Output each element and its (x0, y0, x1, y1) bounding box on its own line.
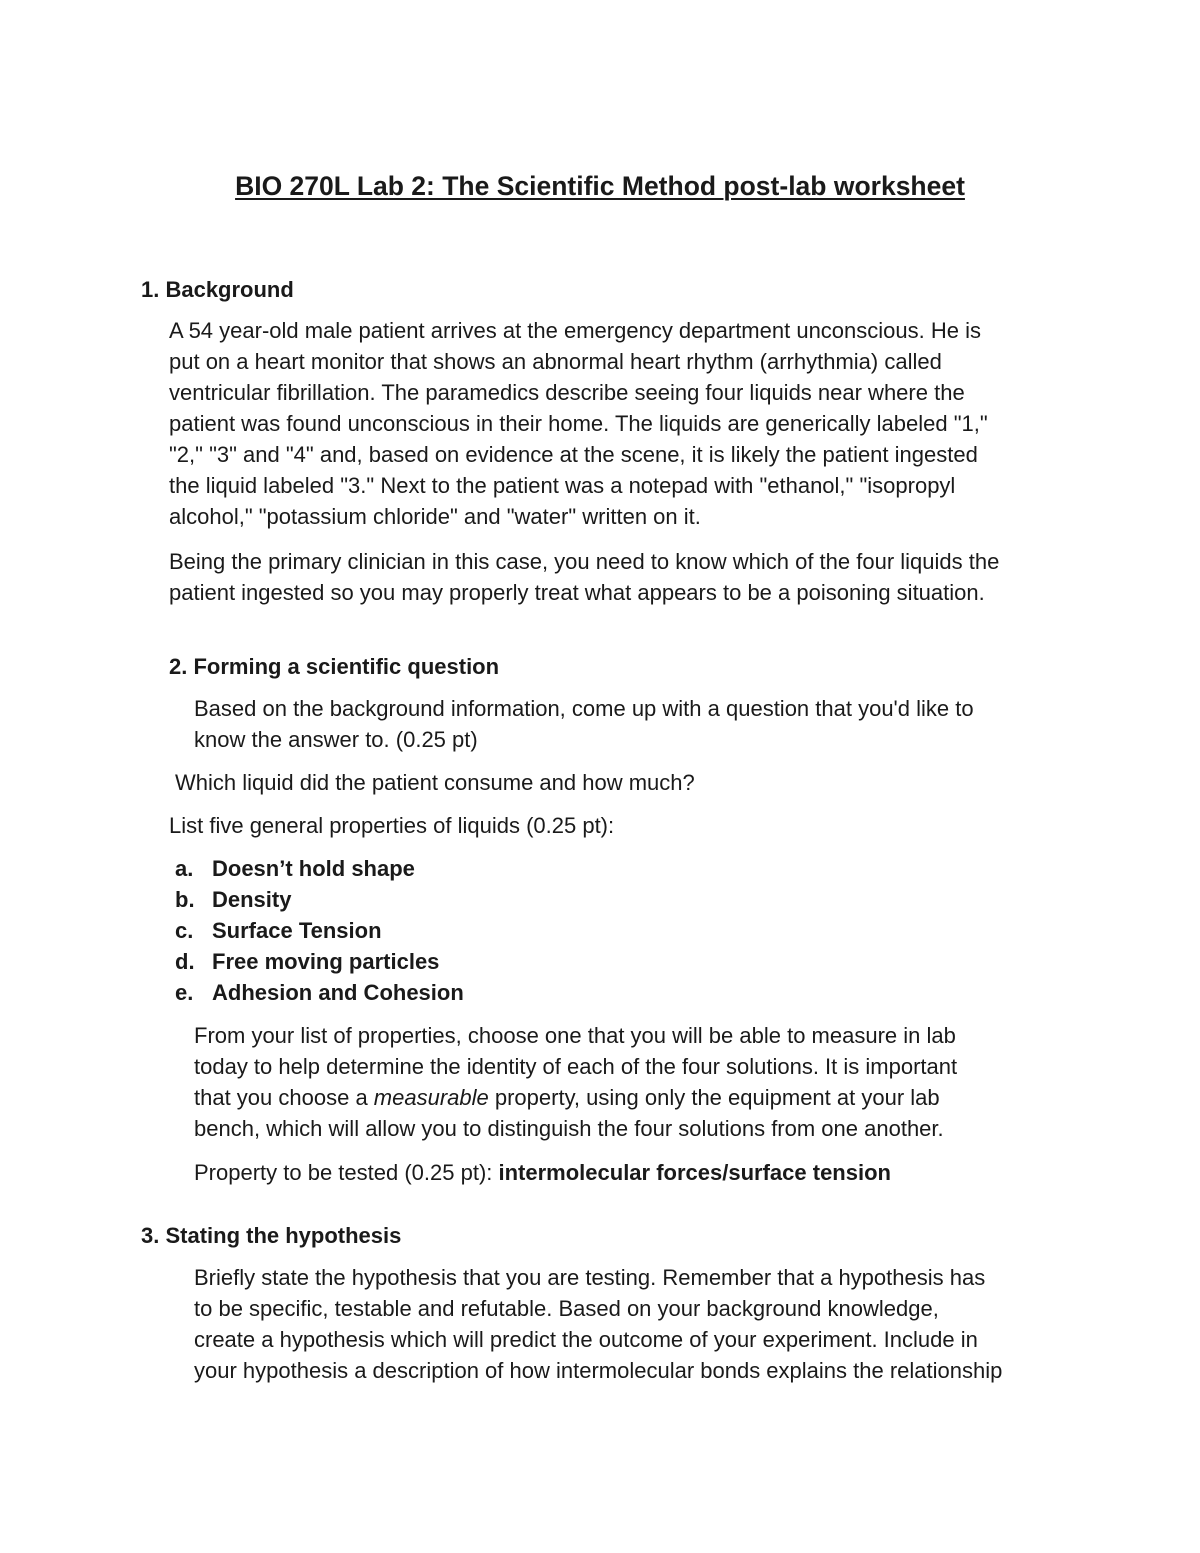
choose-property-paragraph (194, 1020, 957, 1144)
text-line: A 54 year-old male patient arrives at the emergency department unconscious. He is (169, 318, 981, 343)
list-marker: a. (175, 856, 194, 881)
text-line (194, 1082, 957, 1113)
list-item-text: Free moving particles (212, 949, 440, 974)
answer-text: Which liquid did the patient consume and how much? (175, 770, 695, 795)
property-answer: intermolecular forces/surface tension (498, 1160, 891, 1185)
section-heading-background: 1. Background (141, 277, 294, 302)
list-marker: d. (175, 949, 195, 974)
list-item-text: Doesn’t hold shape (212, 856, 415, 881)
clinician-paragraph (169, 546, 999, 608)
properties-list (175, 853, 464, 1008)
text-line: to be specific, testable and refutable. Based on your background knowledge, (194, 1296, 939, 1321)
text-line: alcohol," "potassium chloride" and "water" written on it. (169, 504, 701, 529)
text-line: know the answer to. (0.25 pt) (194, 727, 478, 752)
list-item (175, 946, 464, 977)
list-marker: c. (175, 918, 194, 943)
list-item (175, 977, 464, 1008)
list-item-text: Density (212, 887, 292, 912)
text-line: put on a heart monitor that shows an abnormal heart rhythm (arrhythmia) called (169, 349, 942, 374)
text-line: Briefly state the hypothesis that you are testing. Remember that a hypothesis has (194, 1265, 986, 1290)
text-line: Based on the background information, come up with a question that you'd like to (194, 696, 974, 721)
emphasis-text: measurable (373, 1085, 489, 1110)
text-segment: that you choose a (194, 1085, 374, 1110)
text-line: patient ingested so you may properly treat what appears to be a poisoning situation. (169, 580, 985, 605)
text-line: ventricular fibrillation. The paramedics describe seeing four liquids near where the (169, 380, 965, 405)
section-heading-question: 2. Forming a scientific question (169, 654, 500, 679)
list-item-text: Adhesion and Cohesion (212, 980, 464, 1005)
list-item-text: Surface Tension (212, 918, 382, 943)
property-label: Property to be tested (0.25 pt): (194, 1160, 499, 1185)
section-heading-hypothesis: 3. Stating the hypothesis (141, 1223, 402, 1248)
text-line: patient was found unconscious in their home. The liquids are generically labeled "1," (169, 411, 988, 436)
text-line: your hypothesis a description of how intermolecular bonds explains the relationship (194, 1358, 1003, 1383)
property-tested-line (194, 1157, 891, 1188)
list-item (175, 884, 464, 915)
text-line: today to help determine the identity of each of the four solutions. It is important (194, 1054, 958, 1079)
list-marker: e. (175, 980, 194, 1005)
hypothesis-paragraph (194, 1262, 1002, 1386)
list-item (175, 915, 464, 946)
text-line: the liquid labeled "3." Next to the patient was a notepad with "ethanol," "isopropyl (169, 473, 956, 498)
page-title: BIO 270L Lab 2: The Scientific Method post-lab worksheet (235, 171, 965, 201)
text-segment: property, using only the equipment at your lab (488, 1085, 940, 1110)
list-marker: b. (175, 887, 195, 912)
question-answer (175, 767, 695, 798)
text-line: Being the primary clinician in this case, you need to know which of the four liquids the (169, 549, 1000, 574)
text-line: bench, which will allow you to distinguish the four solutions from one another. (194, 1116, 944, 1141)
text-line: create a hypothesis which will predict the outcome of your experiment. Include in (194, 1327, 978, 1352)
list-item (175, 853, 464, 884)
text-line (194, 1157, 891, 1188)
text-line: "2," "3" and "4" and, based on evidence at the scene, it is likely the patient ingested (169, 442, 978, 467)
background-paragraph (169, 315, 988, 532)
text-line: From your list of properties, choose one that you will be able to measure in lab (194, 1023, 956, 1048)
list-prompt-text: List five general properties of liquids (0.25 pt): (169, 813, 615, 838)
question-instruction (194, 693, 974, 755)
list-prompt (169, 810, 614, 841)
